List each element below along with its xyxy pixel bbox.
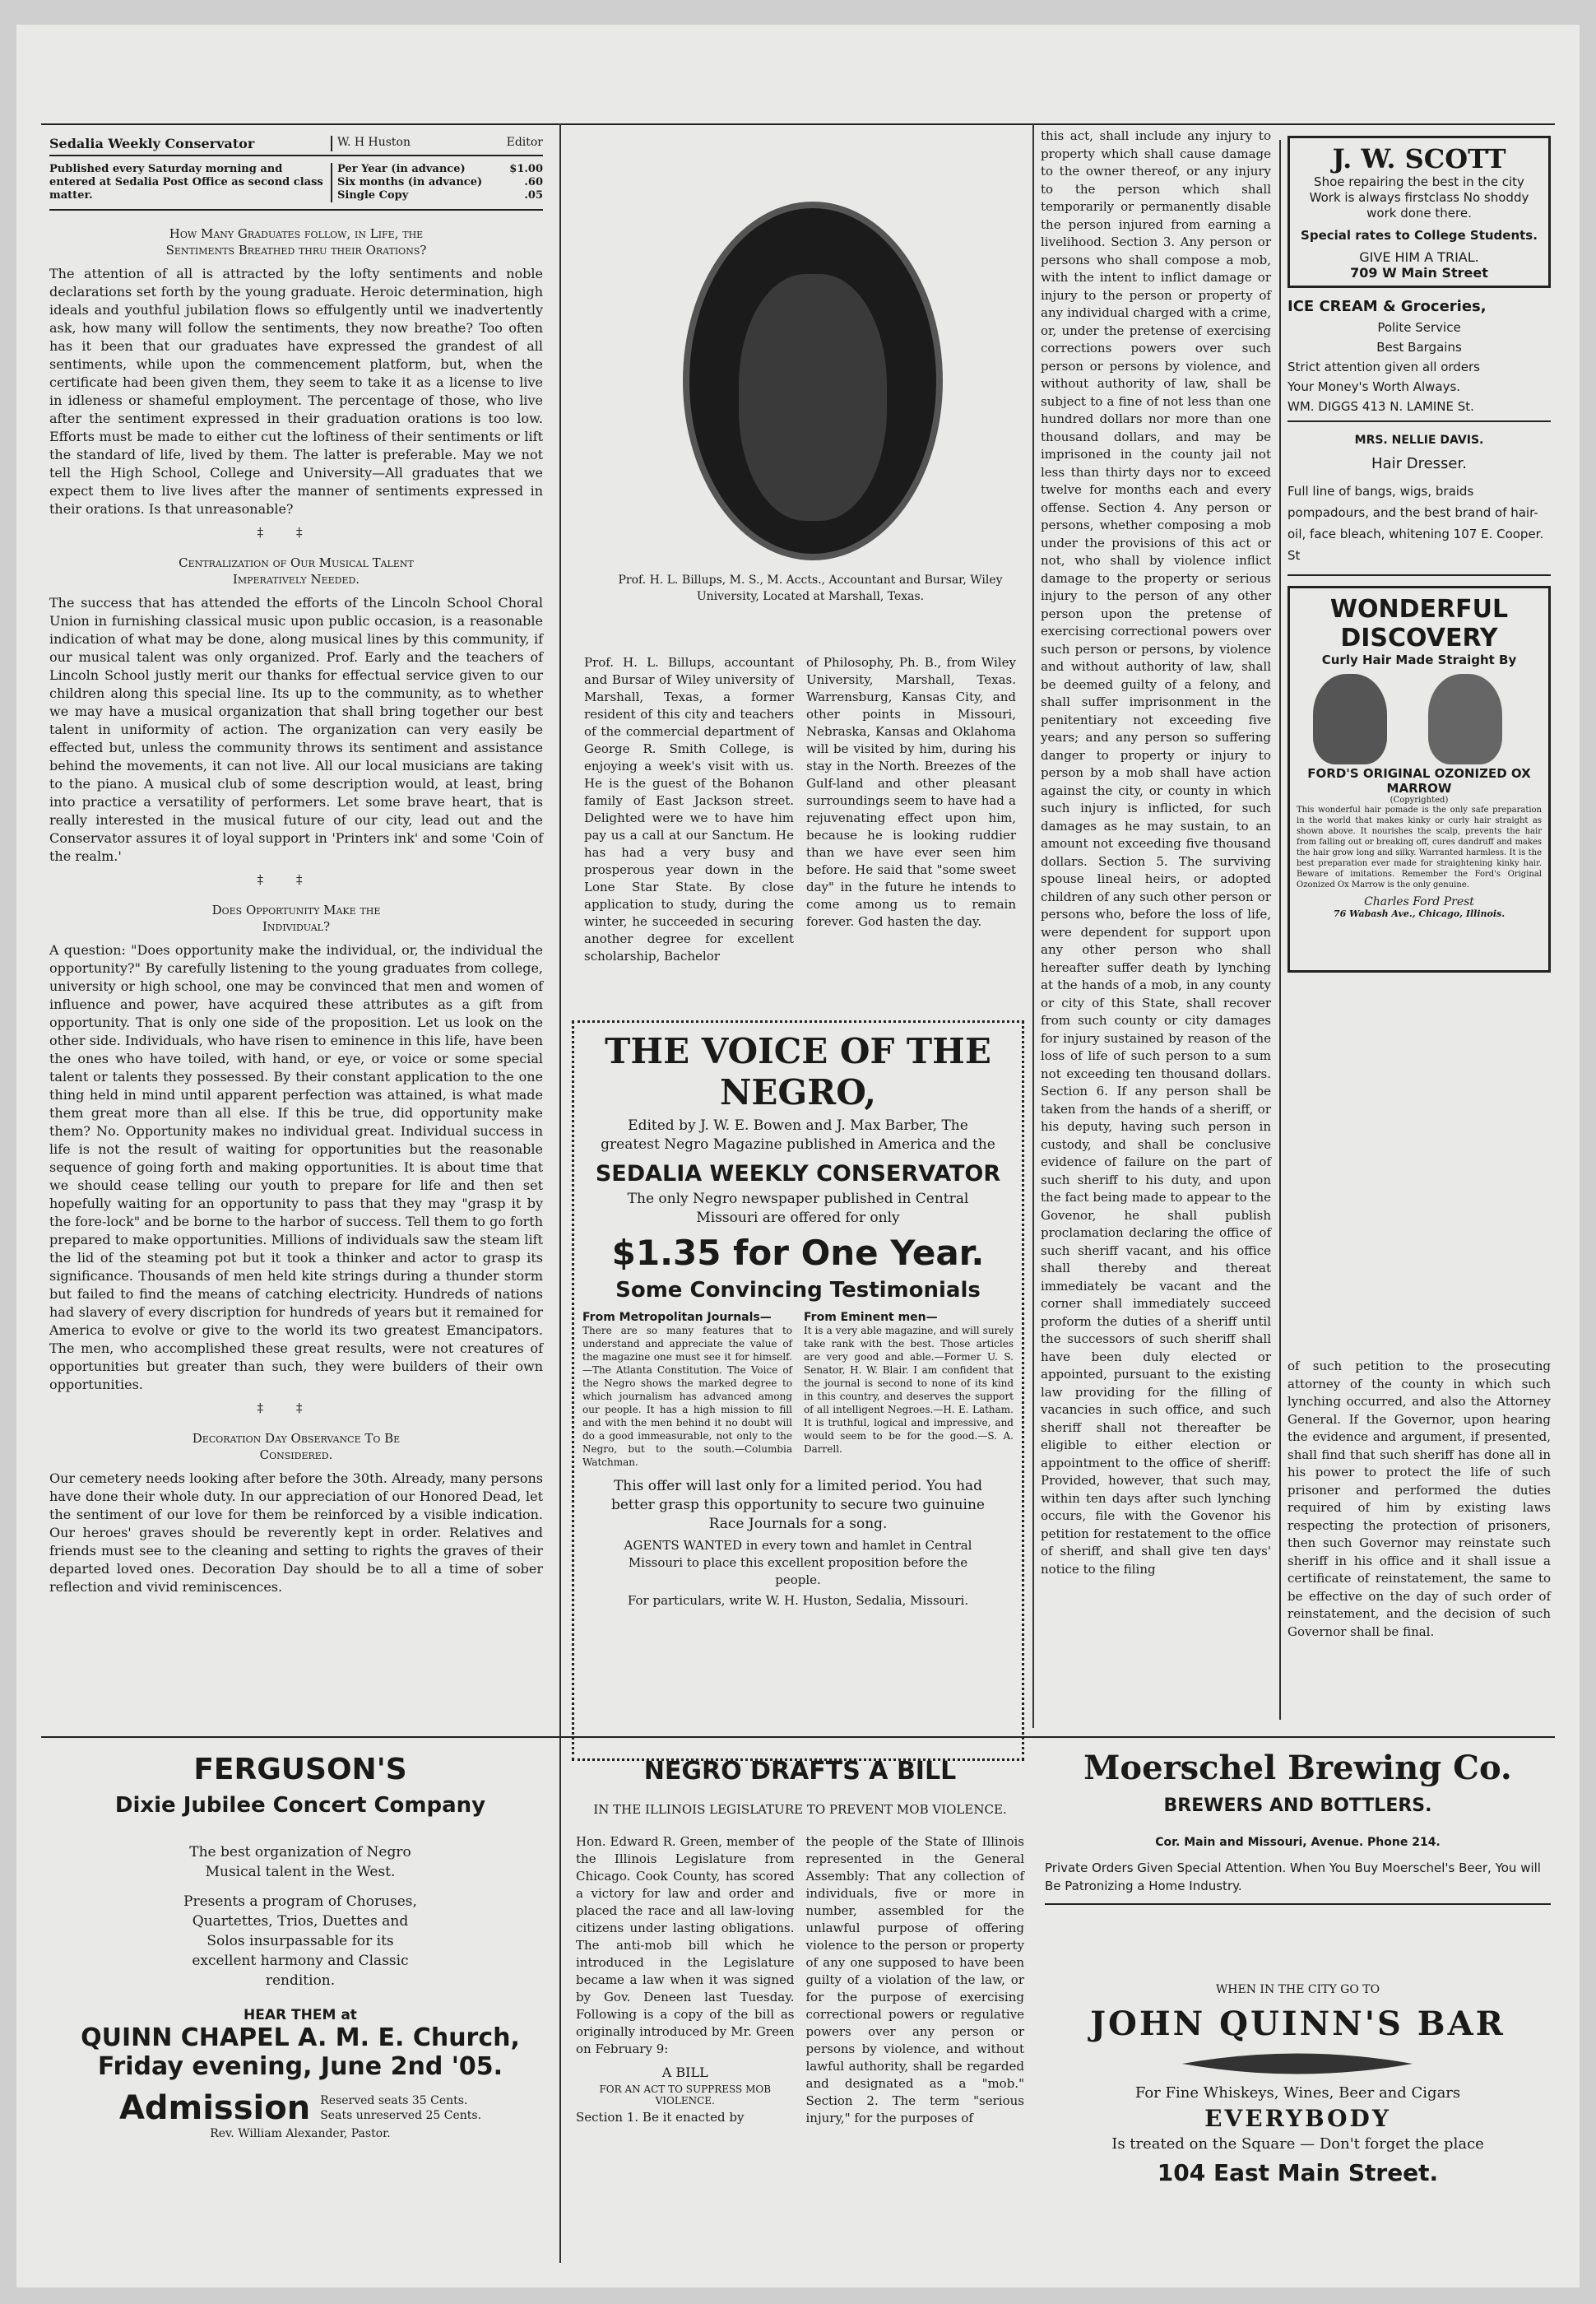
portrait-photo xyxy=(683,202,943,560)
testimonials-journals: From Metropolitan Journals— There are so many features that to understand and appreciate the value of the magazine one must see it for himself.—The Atlanta Constitution. The Voice of the Negro shows the marked degree to which journalism has advanced among our people. It has a high mission to fill and with the men behind it no doubt will do a good immeasurable, not only to the Negro, but to the south.—Columbia Watchman. xyxy=(582,1311,792,1468)
drafts-article: NEGRO DRAFTS A BILL IN THE ILLINOIS LEGISLATURE TO PREVENT MOB VIOLENCE. Hon. Edward R. Green, member of the Illinois Legislature from Chicago. Cook County, has scored a victory for law and order and placed the race and all law-loving citizens under lasting obligations. The anti-mob bill which he introduced in the Legislature became a law when it was signed by Gov. Deneen last Tuesday. Following is a copy of the bill as originally introduced by Mr. Green on February 9: A BILL FOR AN ACT TO SUPPRESS MOB VIOLENCE. Section 1. Be it enacted by the people of the State of Illinois represented in the General Assembly: That any collection of individuals, five or more in number, assembled for the unlawful purpose of offering violence to the person or property of any one supposed to have been guilty of a violation of the law, or for the purpose of exercising correctional powers or regulative powers over any person or persons by violence, and without lawful authority, shall be regarded and designated as a "mob." Section 2. The term "serious injury," for the purposes of xyxy=(576,1757,1024,2125)
editor-label: Editor xyxy=(506,136,543,149)
column-four xyxy=(1287,136,1551,973)
billups-right: of Philosophy, Ph. B., from Wiley University, Marshall, Texas. Warrensburg, Kansas City, and other points in Missouri, Nebraska, Kansas and Oklahoma will be visited by him, during his stay in the North. Breezes of the Gulf-land and other pleasant surroundings seem to have had a rejuvenating effect upon him, because he is looking ruddier than we have ever seen him before. He said that "some sweet day" in the future he intends to come among us to remain forever. God hasten the day. xyxy=(806,655,1016,929)
opportunity-article: A question: "Does opportunity make the individual, or, the individual the opportunity?" By carefully listening to the young graduates from college, university or high school, one may be convinced that men and women of influence and power, have acquired these attributes as a gift from opportunity. That is only one side of the proposition. Let us look on the other side. Individuals, who have risen to eminence in this life, have been the ones who have toiled, with hand, or eye, or voice or some special talent or talents they possessed. By their constant application to the one thing held in mind until apparent perfection was attained, is what made them great more than all else. If this be true, did opportunity make them? No. Opportunity makes no individual great. Individual success in life is not the result of waiting for opportunities but the reasonable sequence of going forth and making opportunities. It is about time that we should cease telling our youth to prepare for life and then set hopefully waiting for an opportunity to pass that they may "grasp it by the fore-lock" and be borne to the harbor of success. Tell them to go forth prepared to make opportunities. Millions of individuals saw the steam lift the lid of the steaming pot but it took a thinker and actor to grasp its significance. Thousands of men held kite strings during a thunder storm but failed to find the means of catching electricity. Hundreds of nations had slavery of every discription for hundreds of years but it remained for America to evolve or give to the world its two greatest Emancipators. The men, who accomplished these great results, were not creatures of opportunities but greater than such, they were builders of their own opportunities. xyxy=(49,942,543,1392)
voice-contact: For particulars, write W. H. Huston, Sedalia, Missouri. xyxy=(627,1593,969,1608)
masthead-paper: Sedalia Weekly Conservator xyxy=(49,136,255,151)
masthead xyxy=(49,136,543,156)
rate-row: Six months (in advance) .60 xyxy=(337,176,543,188)
column-one xyxy=(49,136,543,1596)
voice-paper-note: The only Negro newspaper published in Central Missouri are offered for only xyxy=(627,1191,969,1226)
decoration-heading: Decoration Day Observance To Be Considered. xyxy=(192,1431,401,1462)
section-divider: ‡‡ xyxy=(257,1401,336,1415)
voice-of-negro-ad xyxy=(572,1020,1024,1761)
section-divider: ‡‡ xyxy=(257,872,336,887)
music-heading: Centralization of Our Musical Talent Imperatively Needed. xyxy=(179,555,414,587)
graduates-article: The attention of all is attracted by the lofty sentiments and noble declarations set forth by the young graduate. Heroic determination, high ideals and youthful jubilation flows so effulgently until we inadvertently ask, how many will follow the sentiments, they now breathe? Too often has it been that our graduates have expressed the grandest of all sentiments, while upon the commencement platform, but, when the certificate had been given them, they seem to take it as a license to live in idleness or shameful employment. The percentage of those, who live after the sentiment expressed in their graduation orations is too low. Efforts must be made to either cut the loftiness of their sentiments or lift the standard of life, lived by them. The latter is preferable. May we not tell the High School, College and University—All graduates that we expect them to live lives after the manner of sentiments expressed in their orations. Is that unreasonable? xyxy=(49,266,543,517)
masthead-details xyxy=(49,163,543,211)
law-continuation: of such petition to the prosecuting attorney of the county in which such lynching occurred, and also the Attorney General. If the Governor, upon hearing the evidence and argument, if presented, shall find that such sheriff has done all in his power to protect the life of such prisoner and performed the duties required of him by existing laws respecting the protection of prisoners, then such Governor may reinstate such sheriff in his office and it shall issue a certificate of reinstatement, the same to be effective on the day of such order of reinstatement, and the decision of such Governor shall be final. xyxy=(1287,1359,1551,1639)
voice-price: $1.35 for One Year. xyxy=(611,1233,985,1273)
testimonial-columns xyxy=(582,1311,1014,1469)
column-three xyxy=(1041,128,1271,1578)
column-rule-1 xyxy=(559,123,561,2263)
voice-offer: This offer will last only for a limited period. You had better grasp this opportunity to secure two guinuine Race Journals for a song. xyxy=(610,1478,985,1532)
lynching-law-text: this act, shall include any injury to property which shall cause damage to the owner thereof, or any injury to the person which shall temporarily or permanently disable the person injured from earning a livelihood. Section 3. Any person or persons who shall compose a mob, with the intent to inflict damage or injury to the person or property of any individual charged with a crime, or, under the pretense of exercising corrections powers over such person or persons by violence, and without authority of law, shall be subject to a fine of not less than one hundred dollars nor more than one thousand dollars, and may be imprisoned in the county jail not less than thirty days nor to exceed twelve for months each and every offense. Section 4. Any person or persons, whether composing a mob under the provisions of this act or not, who shall by violence inflict damage to the property or serious injury to the person of any other person upon the pretense of exercising correctional powers over such person or persons, by violence and without authority of law, shall be deemed guilty of a felony, and shall suffer imprisonment in the penitentiary not exceeding five years; and any person so suffering danger to property or injury to person by a mob shall have action against the city, or county in which such injury is inflicted, for such damages as he may sustain, to an amount not exceeding five thousand dollars. Section 5. The surviving spouse lineal heirs, or adopted children of any such other person or persons who, before the loss of life, were dependent for support upon any other person who shall hereafter suffer death by lynching at the hands of a mob, in any county or city of this State, shall recover from such county or city damages for injury sustained by reason of the loss of life of such person to a sum not exceeding ten thousand dollars. Section 6. If any person shall be taken from the hands of a sheriff, or his deputy, having such person in custody, and shall be conclusive evidence of failure on the part of such sheriff to his duty, and upon the fact being made to appear to the Govenor, he shall publish proclamation declaring the office of such sheriff vacant, and his office shall thereby and thereat immediately be vacant and the corner shall immediately succeed proform the duties of a sheriff until the successors of such sheriff shall have been duly elected or appointed, pursuant to the existing law providing for the filling of vacancies in such office, and such sheriff shall not thereafter be eligible to either election or appointment to the office of sheriff: Provided, however, that such may, within ten days after such lynching occurs, file with the Govenor his petition for restatement to the office of sheriff, and shall give ten days' notice to the filing xyxy=(1041,128,1271,1577)
opportunity-heading: Does Opportunity Make the Individual? xyxy=(211,903,381,934)
davis-ad: MRS. NELLIE DAVIS. Hair Dresser. Full line of bangs, wigs, braids pompadours, and the best brand of hair-oil, face bleach, whitening 107 E. Cooper. St xyxy=(1287,434,1551,576)
ornament xyxy=(1045,2043,1551,2084)
publication-note: Published every Saturday morning and entered at Sedalia Post Office as second class matter. xyxy=(49,163,323,202)
section-divider: ‡‡ xyxy=(257,525,336,540)
testimonials-eminent: From Eminent men— It is a very able magazine, and will surely take rank with the best. Those articles are very good and able.—Former U. S. Senator, H. W. Blair. I am confident that the journal is second to none of its kind in this country, and deserves the support of all intelligent Negroes.—H. E. Latham. It is truthful, logical and impressive, and would seem to be for the good.—S. A. Darrell. xyxy=(804,1311,1014,1455)
voice-title-1: THE VOICE OF THE xyxy=(605,1031,991,1071)
voice-testimonials: Some Convincing Testimonials xyxy=(615,1278,981,1303)
bottom-rule xyxy=(41,1736,1555,1738)
portrait-caption: Prof. H. L. Billups, M. S., M. Accts., Accountant and Bursar, Wiley University, Located at Marshall, Texas. xyxy=(618,574,1003,603)
rate-row: Per Year (in advance) $1.00 xyxy=(337,163,543,175)
column-rule-3 xyxy=(1279,140,1281,1720)
graduates-heading: How Many Graduates follow, in Life, the Sentiments Breathed thru their Orations? xyxy=(165,226,427,258)
moerschel-ad: Moerschel Brewing Co. BREWERS AND BOTTLERS. Cor. Main and Missouri, Avenue. Phone 214. Private Orders Given Special Attention. When You Buy Moerschel's Beer, You will Be Patronizing a Home Industry. xyxy=(1045,1749,1551,1905)
before-after-illustration xyxy=(1297,667,1542,766)
column-two xyxy=(568,128,1028,1016)
masthead-editor xyxy=(331,136,543,151)
column-rule-2 xyxy=(1032,123,1034,1728)
top-rule xyxy=(41,123,1555,125)
ox-marrow-ad: WONDERFUL DISCOVERY Curly Hair Made Straight By FORD'S ORIGINAL OZONIZED OX MARROW (Copyrighted) This wonderful hair pomade is the only safe preparation in the world that makes kinky or curly hair straight as shown above. It nourishes the scalp, prevents the hair from falling out or breaking off, cures dandruff and makes the hair grow long and silky. Warranted harmless. It is the best preparation ever made for straightening kinky hair. Beware of imitations. Remember the Ford's Original Ozonized Ox Marrow is the only genuine. Charles Ford Prest 76 Wabash Ave., Chicago, Illinois. xyxy=(1287,586,1551,973)
scott-ad: J. W. SCOTT Shoe repairing the best in the city Work is always firstclass No shoddy work done there. Special rates to College Students. GIVE HIM A TRIAL. 709 W Main Street xyxy=(1287,136,1551,288)
editor-name: W. H Huston xyxy=(337,136,411,149)
music-article: The success that has attended the efforts of the Lincoln School Choral Union in furnishing classical music upon public occasion, is a reasonable indication of what may be done, along musical lines by this community, if our musical talent was only organized. Prof. Early and the teachers of Lincoln School justly merit our thanks for effectual service given to our children along this special line. Its up to the community, as to whether we may have a musical organization that shall bring together our best talent in uniformity of action. The organization can very easily be effected but, unless the community throws its sentiment and assistance behind the movements, it can not live. All our local musicians are taking to the piano. A musical club of some description would, at least, bring into practice a versatility of performers. Let some brave heart, that is really interested in the musical future of our city, lead out and the Conservator assures it of loyal support in 'Printers ink' and some 'Coin of the realm.' xyxy=(49,595,543,864)
decoration-article: Our cemetery needs looking after before the 30th. Already, many persons have done their whole duty. In our appreciation of our Honored Dead, let the sentiment of our love for them be reinforced by a visible indication. Our heroes' graves should be reverently kept in order. Relatives and friends must see to the cleaning and setting to rights the graves of their departed loved ones. Decoration Day should be to all a time of sober reflection and vivid reminiscences. xyxy=(49,1470,543,1595)
ferguson-ad: FERGUSON'S Dixie Jubilee Concert Company The best organization of Negro Musical talent in the West. Presents a program of Choruses, Quartettes, Trios, Duettes and Solos insurpassable for its excellent harmony and Classic rendition. HEAR THEM at QUINN CHAPEL A. M. E. Church, Friday evening, June 2nd '05. Admission Reserved seats 35 Cents. Seats unreserved 25 Cents. Rev. William Alexander, Pastor. xyxy=(49,1753,551,2263)
admission-row: Admission Reserved seats 35 Cents. Seats unreserved 25 Cents. xyxy=(118,2089,482,2127)
rates-table xyxy=(331,163,543,202)
voice-agents: AGENTS WANTED in every town and hamlet in Central Missouri to place this excellent proposition before the people. xyxy=(624,1538,972,1587)
rate-row: Single Copy .05 xyxy=(337,189,543,202)
diggs-ad: ICE CREAM & Groceries, Polite Service Best Bargains Strict attention given all orders Your Money's Worth Always. WM. DIGGS 413 N. LAMINE St. xyxy=(1287,298,1551,422)
newspaper-page xyxy=(16,25,1580,2288)
billups-left: Prof. H. L. Billups, accountant and Bursar of Wiley university of Marshall, Texas, a former resident of this city and teachers of the commercial department of George R. Smith College, is enjoying a week's visit with us. He is the guest of the Bohanon family of East Jackson street. Delighted were we to have him pay us a call at our Sanctum. He has had a very busy and prosperous year down in the Lone Star State. By close application to study, during the winter, he succeeded in securing another degree for excellent scholarship, Bachelor xyxy=(584,655,794,964)
voice-paper: SEDALIA WEEKLY CONSERVATOR xyxy=(595,1161,1001,1187)
voice-title-2: NEGRO, xyxy=(720,1072,876,1113)
quinn-ad: WHEN IN THE CITY GO TO JOHN QUINN'S BAR For Fine Whiskeys, Wines, Beer and Cigars EVERYBODY Is treated on the Square — Don't forget the place 104 East Main Street. xyxy=(1045,1983,1551,2186)
voice-subtitle: Edited by J. W. E. Bowen and J. Max Barber, The greatest Negro Magazine published in America and the xyxy=(601,1117,995,1153)
